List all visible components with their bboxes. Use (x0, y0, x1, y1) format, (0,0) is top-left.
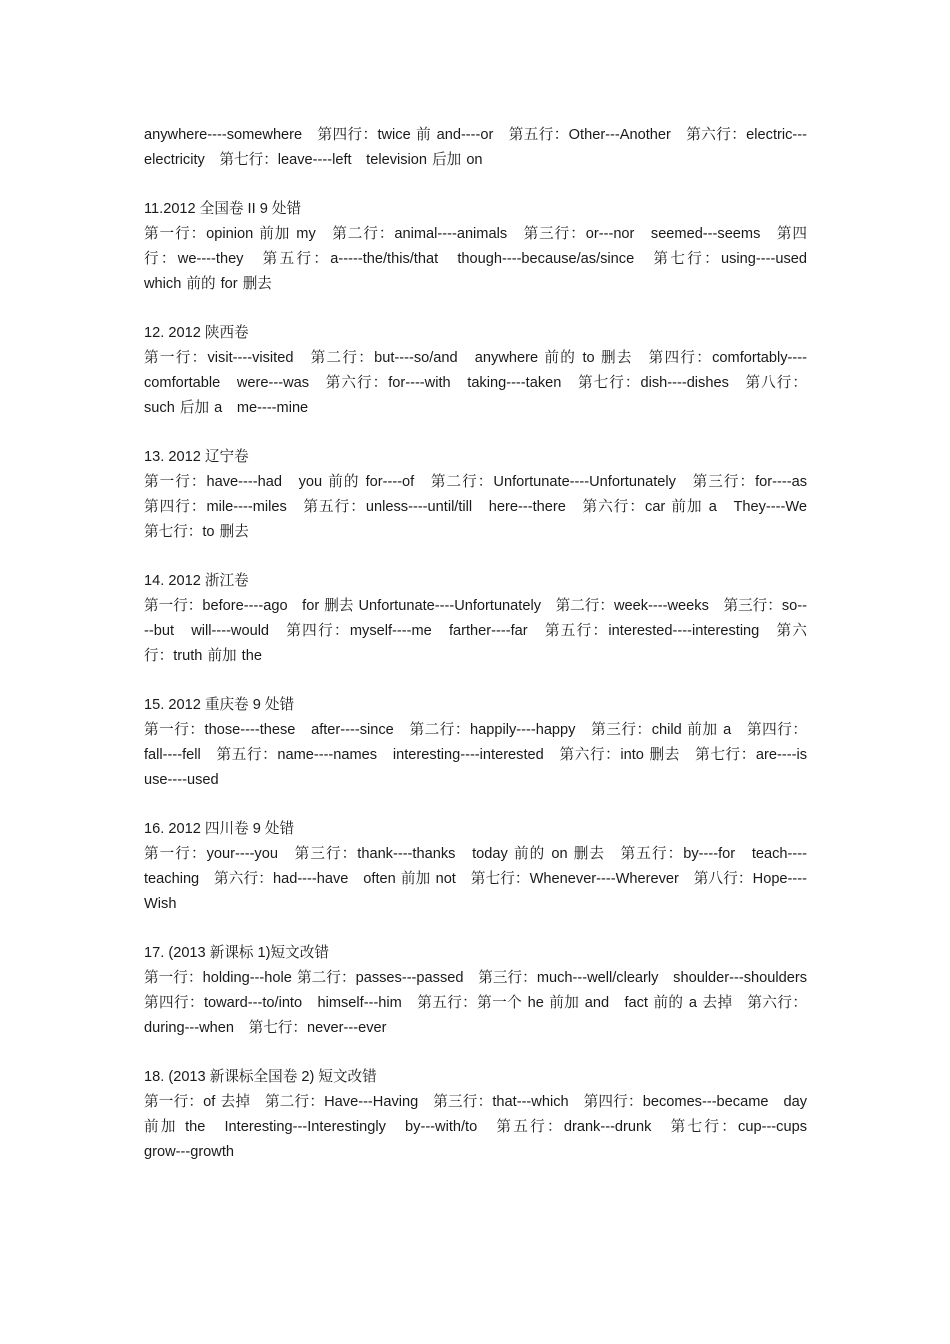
section-12 (144, 321, 807, 420)
section-body: 第一行：your----you 第三行：thank----thanks today 前的 on 删去 第五行：by----for teach----teaching 第六行：had----have often 前加 not 第七行：Whenever----Wherever 第八行：Hope----Wish (144, 846, 807, 912)
section-17 (144, 941, 822, 1040)
section-body: 第一行：have----had you 前的 for----of 第二行：Unfortunate----Unfortunately 第三行：for----as 第四行：mile----miles 第五行：unless----until/till here---there 第六行：car 前加 a They----We 第七行：to 删去 (144, 474, 822, 540)
section-15 (144, 693, 822, 792)
section-body: 第一行：holding---hole 第二行：passes---passed 第三行：much---well/clearly shoulder---shoulders 第四行：toward---to/into himself---him 第五行：第一个 he 前加 and fact 前的 a 去掉 第六行：during---when 第七行：never---ever (144, 970, 822, 1036)
section-heading: 11.2012 全国卷 II 9 处错 (144, 201, 302, 218)
document-page (144, 123, 822, 1189)
section-13 (144, 445, 822, 544)
section-heading: 17. (2013 新课标 1)短文改错 (144, 945, 329, 962)
section-body: 第一行：opinion 前加 my 第二行：animal----animals 第三行：or---nor seemed---seems 第四行：we----they 第五行：a-----the/this/that though----because/as/since 第七行：using----used which 前的 for 删去 (144, 226, 822, 292)
section-body: 第一行：those----these after----since 第二行：happily----happy 第三行：child 前加 a 第四行：fall----fell 第五行：name----names interesting----interested 第六行：into 删去 第七行：are----is use----used (144, 722, 822, 788)
section-heading: 15. 2012 重庆卷 9 处错 (144, 697, 295, 714)
section-body: 第一行：visit----visited 第二行：but----so/and anywhere 前的 to 删去 第四行：comfortably----comfortable were---was 第六行：for----with taking----taken 第七行：dish----dishes 第八行：such 后加 a me----mine (144, 350, 807, 416)
section-heading: 18. (2013 新课标全国卷 2) 短文改错 (144, 1069, 377, 1086)
section-18 (144, 1065, 822, 1164)
section-body: 第一行：before----ago for 删去 Unfortunate----Unfortunately 第二行：week----weeks 第三行：so----but will----would 第四行：myself----me farther----far 第五行：interested----interesting 第六行：truth 前加 the (144, 598, 807, 664)
section-heading: 16. 2012 四川卷 9 处错 (144, 821, 295, 838)
section-16 (144, 817, 807, 916)
section-heading: 14. 2012 浙江卷 (144, 573, 249, 590)
section-14 (144, 569, 807, 668)
section-body: anywhere----somewhere 第四行：twice 前 and----or 第五行：Other---Another 第六行：electric---electricity 第七行：leave----left television 后加 on (144, 127, 807, 168)
section-heading: 13. 2012 辽宁卷 (144, 449, 249, 466)
section-continuation (144, 123, 807, 173)
section-heading: 12. 2012 陕西卷 (144, 325, 249, 342)
section-body: 第一行：of 去掉 第二行：Have---Having 第三行：that---which 第四行：becomes---became day 前加 the Interesting---Interestingly by---with/to 第五行：drank---drunk 第七行：cup---cups grow---growth (144, 1094, 822, 1160)
section-11 (144, 197, 822, 296)
